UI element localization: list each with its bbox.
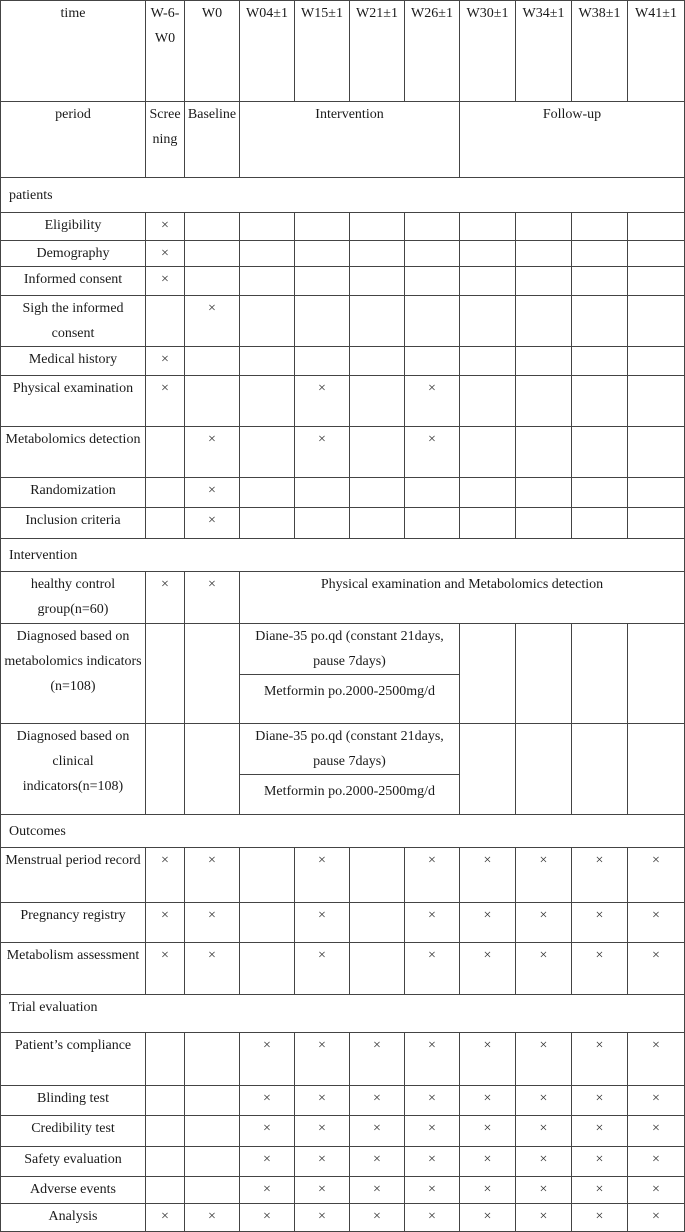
drug-diane: Diane-35 po.qd (constant 21days, pause 7days) (240, 724, 459, 775)
row-label: Physical examination (1, 376, 146, 427)
row-label: Safety evaluation (1, 1147, 146, 1177)
mark-cell: × (516, 943, 572, 995)
mark-cell: × (146, 376, 185, 427)
mark-cell: × (516, 903, 572, 943)
mark-cell: × (460, 848, 516, 903)
mark-cell: × (146, 903, 185, 943)
mark-cell: × (146, 213, 185, 241)
mark-cell: × (405, 903, 460, 943)
table-row (1, 624, 685, 724)
mark-cell: × (295, 1204, 350, 1232)
mark-cell: × (185, 943, 240, 995)
week-header: W15±1 (295, 1, 350, 102)
mark-cell: × (240, 1147, 295, 1177)
mark-cell: × (185, 848, 240, 903)
row-label: Metabolomics detection (1, 427, 146, 478)
mark-cell: × (572, 1204, 628, 1232)
mark-cell: × (185, 903, 240, 943)
mark-cell: × (460, 1204, 516, 1232)
mark-cell: × (350, 1116, 405, 1147)
mark-cell: × (295, 1177, 350, 1204)
mark-cell: × (628, 1116, 685, 1147)
row-label: Patient’s compliance (1, 1033, 146, 1086)
table-row (1, 1033, 685, 1086)
mark-cell: × (295, 903, 350, 943)
mark-cell: × (405, 1147, 460, 1177)
mark-cell: × (460, 903, 516, 943)
section-row (1, 539, 685, 572)
period-followup: Follow-up (460, 102, 685, 178)
mark-cell: × (295, 427, 350, 478)
mark-cell: × (350, 1033, 405, 1086)
table-row (1, 572, 685, 624)
mark-cell: × (516, 1086, 572, 1116)
table-row (1, 347, 685, 376)
span-text: Physical examination and Metabolomics detection (240, 572, 685, 624)
mark-cell: × (572, 943, 628, 995)
mark-cell: × (185, 296, 240, 347)
week-header: W26±1 (405, 1, 460, 102)
week-header: W-6-W0 (146, 1, 185, 102)
mark-cell: × (405, 1086, 460, 1116)
table-row (1, 241, 685, 267)
table-row (1, 427, 685, 478)
mark-cell: × (460, 943, 516, 995)
table-row (1, 213, 685, 241)
mark-cell: × (628, 1147, 685, 1177)
week-header: W34±1 (516, 1, 572, 102)
row-label: Demography (1, 241, 146, 267)
mark-cell: × (146, 943, 185, 995)
row-label: Metabolism assessment (1, 943, 146, 995)
treatment-cell (240, 624, 460, 724)
mark-cell: × (185, 1204, 240, 1232)
mark-cell: × (146, 1204, 185, 1232)
row-label: Medical history (1, 347, 146, 376)
mark-cell: × (295, 1086, 350, 1116)
table-row (1, 903, 685, 943)
mark-cell: × (146, 267, 185, 296)
mark-cell: × (628, 848, 685, 903)
mark-cell: × (146, 241, 185, 267)
mark-cell: × (516, 1177, 572, 1204)
section-trial: Trial evaluation (1, 995, 685, 1033)
week-header: W41±1 (628, 1, 685, 102)
row-label: Credibility test (1, 1116, 146, 1147)
time-row (1, 1, 685, 102)
mark-cell: × (405, 427, 460, 478)
week-header: W30±1 (460, 1, 516, 102)
table-row (1, 296, 685, 347)
mark-cell: × (460, 1177, 516, 1204)
mark-cell: × (628, 1033, 685, 1086)
table-row (1, 1086, 685, 1116)
mark-cell: × (405, 1204, 460, 1232)
table-row (1, 508, 685, 539)
section-intervention: Intervention (1, 539, 685, 572)
row-label: Informed consent (1, 267, 146, 296)
mark-cell: × (295, 943, 350, 995)
row-label: Diagnosed based on metabolomics indicators (n=108) (1, 624, 146, 724)
row-label: healthy control group(n=60) (1, 572, 146, 624)
row-label: Diagnosed based on clinical indicators(n=108) (1, 724, 146, 815)
drug-metformin: Metformin po.2000-2500mg/d (263, 684, 436, 699)
mark-cell: × (516, 1147, 572, 1177)
mark-cell: × (240, 1177, 295, 1204)
mark-cell: × (572, 848, 628, 903)
period-baseline: Baseline (185, 102, 240, 178)
mark-cell: × (295, 376, 350, 427)
week-header: W0 (185, 1, 240, 102)
table-row (1, 1177, 685, 1204)
table-row (1, 267, 685, 296)
row-label: Inclusion criteria (1, 508, 146, 539)
row-label: Randomization (1, 478, 146, 508)
mark-cell: × (516, 848, 572, 903)
mark-cell: × (405, 376, 460, 427)
section-patients: patients (1, 178, 685, 213)
table-row (1, 943, 685, 995)
mark-cell: × (516, 1033, 572, 1086)
drug-metformin: Metformin po.2000-2500mg/d (263, 784, 436, 799)
mark-cell: × (460, 1033, 516, 1086)
mark-cell: × (185, 572, 240, 624)
mark-cell: × (405, 848, 460, 903)
mark-cell: × (572, 1086, 628, 1116)
mark-cell: × (350, 1204, 405, 1232)
mark-cell: × (572, 903, 628, 943)
table-row (1, 1204, 685, 1232)
period-screening: Screening (146, 102, 185, 178)
section-outcomes: Outcomes (1, 815, 685, 848)
mark-cell: × (572, 1147, 628, 1177)
mark-cell: × (185, 427, 240, 478)
table-row (1, 848, 685, 903)
section-row (1, 178, 685, 213)
table-row (1, 1116, 685, 1147)
mark-cell: × (405, 1116, 460, 1147)
mark-cell: × (240, 1086, 295, 1116)
mark-cell: × (185, 508, 240, 539)
mark-cell: × (516, 1116, 572, 1147)
table-row (1, 724, 685, 815)
mark-cell: × (460, 1147, 516, 1177)
row-label: Eligibility (1, 213, 146, 241)
mark-cell: × (350, 1177, 405, 1204)
mark-cell: × (628, 943, 685, 995)
mark-cell: × (405, 1033, 460, 1086)
mark-cell: × (405, 943, 460, 995)
table-row (1, 478, 685, 508)
mark-cell: × (185, 478, 240, 508)
mark-cell: × (295, 848, 350, 903)
row-label: Adverse events (1, 1177, 146, 1204)
mark-cell: × (460, 1116, 516, 1147)
week-header: W21±1 (350, 1, 405, 102)
mark-cell: × (146, 347, 185, 376)
mark-cell: × (240, 1033, 295, 1086)
table-row (1, 1147, 685, 1177)
mark-cell: × (405, 1177, 460, 1204)
week-header: W04±1 (240, 1, 295, 102)
mark-cell: × (572, 1177, 628, 1204)
mark-cell: × (240, 1204, 295, 1232)
mark-cell: × (628, 1204, 685, 1232)
drug-diane: Diane-35 po.qd (constant 21days, pause 7days) (240, 624, 459, 675)
time-label: time (1, 1, 146, 102)
row-label: Blinding test (1, 1086, 146, 1116)
mark-cell: × (460, 1086, 516, 1116)
row-label: Sigh the informed consent (1, 296, 146, 347)
section-row (1, 995, 685, 1033)
row-label: Pregnancy registry (1, 903, 146, 943)
mark-cell: × (350, 1086, 405, 1116)
treatment-cell (240, 724, 460, 815)
period-row (1, 102, 685, 178)
mark-cell: × (295, 1033, 350, 1086)
section-row (1, 815, 685, 848)
period-intervention: Intervention (240, 102, 460, 178)
row-label: Menstrual period record (1, 848, 146, 903)
mark-cell: × (350, 1147, 405, 1177)
mark-cell: × (295, 1147, 350, 1177)
mark-cell: × (146, 572, 185, 624)
mark-cell: × (295, 1116, 350, 1147)
row-label: Analysis (1, 1204, 146, 1232)
mark-cell: × (628, 1177, 685, 1204)
mark-cell: × (240, 1116, 295, 1147)
week-header: W38±1 (572, 1, 628, 102)
mark-cell: × (572, 1033, 628, 1086)
mark-cell: × (628, 903, 685, 943)
mark-cell: × (572, 1116, 628, 1147)
mark-cell: × (516, 1204, 572, 1232)
mark-cell: × (146, 848, 185, 903)
mark-cell: × (628, 1086, 685, 1116)
period-label: period (1, 102, 146, 178)
table-row (1, 376, 685, 427)
